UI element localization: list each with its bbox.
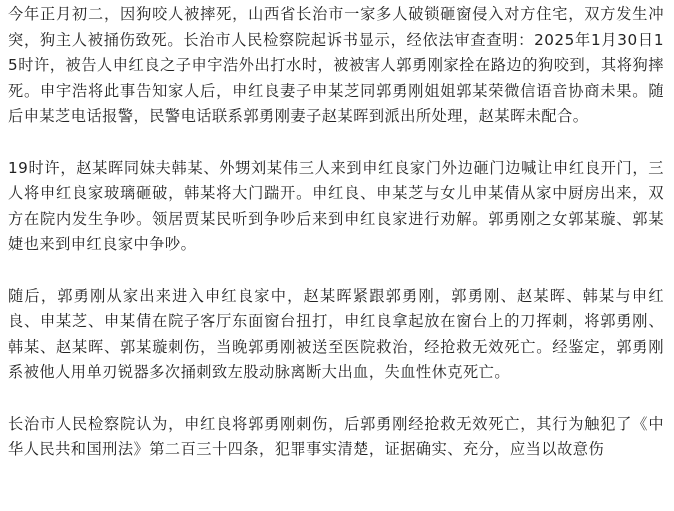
paragraph-1: 今年正月初二，因狗咬人被摔死，山西省长治市一家多人破锁砸窗侵入对方住宅，双方发生冲突，狗主人被捅伤致死。长治市人民检察院起诉书显示，经依法审查查明：2025年1月30日15时许，被告人申红良之子申宇浩外出打水时，被被害人郭勇刚家拴在路边的狗咬到，其将狗摔死。申宇浩将此事告知家人后，申红良妻子申某芝同郭勇刚姐姐郭某荣微信语音协商未果。随后申某芝电话报警，民警电话联系郭勇刚妻子赵某晖到派出所处理，赵某晖未配合。 xyxy=(8,5,664,125)
paragraph-4: 长治市人民检察院认为，申红良将郭勇刚刺伤，后郭勇刚经抢救无效死亡，其行为触犯了《中华人民共和国刑法》第二百三十四条，犯罪事实清楚，证据确实、充分，应当以故意伤 xyxy=(8,414,664,458)
paragraph-2: 19时许，赵某晖同妹夫韩某、外甥刘某伟三人来到申红良家门外边砸门边喊让申红良开门，三人将申红良家玻璃砸破，韩某将大门踹开。申红良、申某芝与女儿申某倩从家中厨房出来，双方在院内发生争吵。领居贾某民听到争吵后来到申红良家进行劝解。郭勇刚之女郭某璇、郭某婕也来到申红良家中争吵。 xyxy=(8,158,664,253)
paragraph-3: 随后，郭勇刚从家出来进入申红良家中，赵某晖紧跟郭勇刚，郭勇刚、赵某晖、韩某与申红良、申某芝、申某倩在院子客厅东面窗台扭打，申红良拿起放在窗台上的刀挥刺，将郭勇刚、韩某、赵某晖、郭某璇刺伤，当晚郭勇刚被送至医院救治，经抢救无效死亡。经鉴定，郭勇刚系被他人用单刃锐器多次捅刺致左股动脉离断大出血，失血性休克死亡。 xyxy=(8,286,664,381)
